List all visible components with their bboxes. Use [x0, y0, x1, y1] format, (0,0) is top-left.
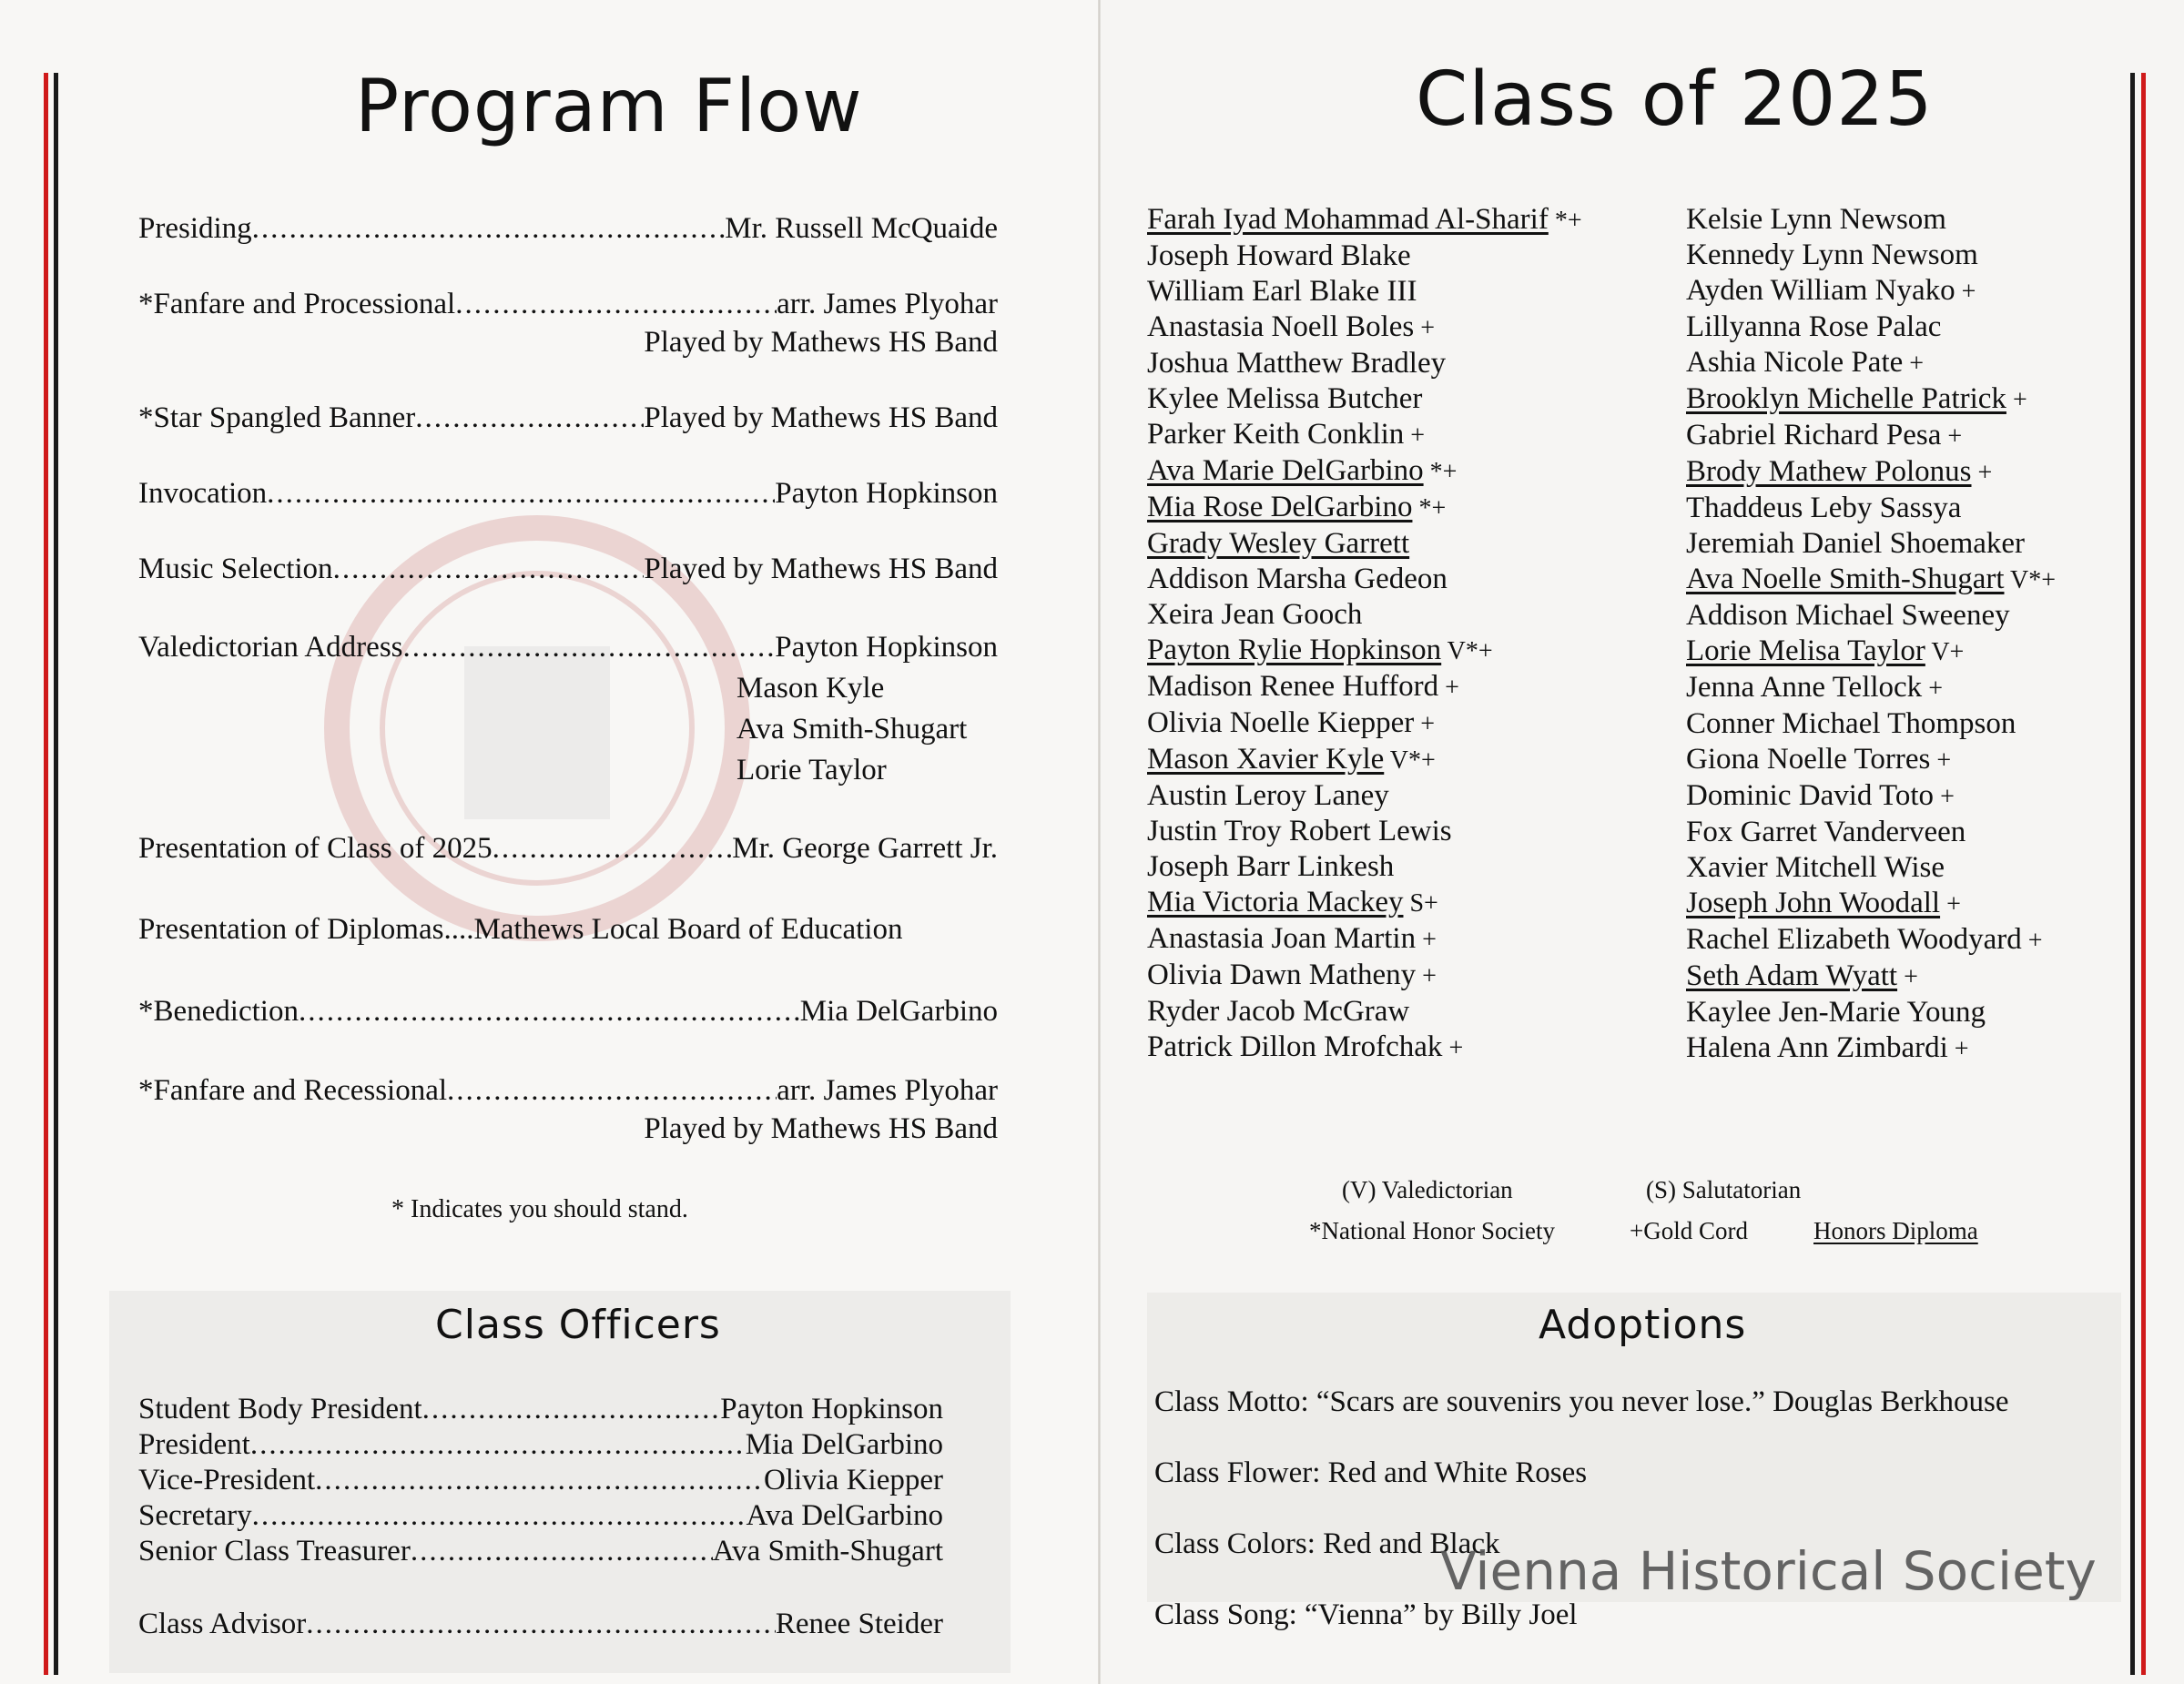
honor-marks: *+: [1423, 458, 1458, 486]
graduate-name: [1147, 417, 1582, 453]
leader-dots: [267, 477, 775, 511]
honor-marks: +: [2006, 386, 2027, 414]
legend-valedictorian: (V) Valedictorian: [1342, 1176, 1513, 1203]
leader-dots: [299, 995, 800, 1029]
graduate-full-name: Olivia Dawn Matheny: [1147, 959, 1417, 991]
leader-dots: [415, 401, 644, 435]
program-flow-subline: Played by Mathews HS Band: [644, 326, 998, 359]
graduate-name: [1147, 346, 1582, 381]
graduate-name: [1147, 742, 1582, 778]
officer-role: President: [138, 1428, 250, 1461]
program-flow-subline: Lorie Taylor: [736, 754, 887, 786]
honor-marks: +: [1940, 890, 1961, 918]
class-flower: Class Flower: Red and White Roses: [1154, 1456, 1588, 1489]
officer-row: [138, 1393, 943, 1426]
leader-dots: [447, 1074, 777, 1108]
program-flow-row: [138, 477, 998, 511]
program-flow-row: [138, 401, 998, 435]
officer-row: [138, 1499, 943, 1533]
program-flow-label: *Fanfare and Recessional: [138, 1074, 448, 1107]
honor-marks: +: [1941, 422, 1963, 451]
honor-marks: +: [1438, 674, 1459, 702]
graduates-column-2: [1686, 202, 2056, 1067]
adoptions-title: Adoptions: [1539, 1302, 1747, 1348]
graduate-full-name: Thaddeus Leby Sassya: [1686, 492, 1962, 524]
graduate-full-name: Addison Michael Sweeney: [1686, 599, 2010, 632]
graduate-full-name: William Earl Blake III: [1147, 275, 1417, 308]
program-flow-label: Presentation of Diplomas....Mathews Local Board of Education: [138, 913, 903, 946]
honor-marks: +: [1416, 962, 1437, 990]
graduate-full-name: Kaylee Jen-Marie Young: [1686, 996, 1986, 1029]
officer-name: Renee Steider: [775, 1608, 943, 1640]
program-flow-row: [138, 995, 998, 1029]
officer-role: Senior Class Treasurer: [138, 1535, 411, 1567]
graduate-name: [1147, 885, 1582, 921]
honor-marks: +: [1414, 710, 1436, 738]
graduate-full-name: Gabriel Richard Pesa: [1686, 419, 1942, 451]
officer-row: [138, 1428, 943, 1462]
graduate-name: [1147, 526, 1582, 562]
honor-marks: S+: [1403, 889, 1438, 918]
program-flow-value: Payton Hopkinson: [775, 477, 998, 510]
honor-marks: +: [1947, 1035, 1969, 1063]
graduate-name: [1686, 418, 2056, 454]
graduate-full-name: Joseph Howard Blake: [1147, 239, 1411, 272]
graduate-name: [1147, 994, 1582, 1030]
class-officers-title: Class Officers: [435, 1302, 721, 1348]
program-flow-value: Mia DelGarbino: [799, 995, 998, 1028]
honor-marks: +: [1934, 783, 1955, 811]
graduate-full-name: Farah Iyad Mohammad Al-Sharif: [1147, 203, 1549, 236]
program-flow-subline: Mason Kyle: [736, 672, 885, 705]
honor-marks: +: [2021, 927, 2043, 955]
honor-marks: +: [1416, 926, 1437, 954]
graduate-full-name: Patrick Dillon Mrofchak: [1147, 1030, 1443, 1063]
program-flow-label: Presentation of Class of 2025: [138, 832, 493, 865]
graduate-full-name: Parker Keith Conklin: [1147, 418, 1405, 451]
honor-marks: +: [1971, 459, 1993, 487]
graduate-name: [1686, 850, 2056, 886]
leader-dots: [252, 1499, 747, 1533]
graduate-name: [1686, 526, 2056, 562]
program-flow-subline: Ava Smith-Shugart: [736, 713, 968, 746]
legend-gold-cord: +Gold Cord: [1630, 1217, 1748, 1244]
graduate-full-name: Jeremiah Daniel Shoemaker: [1686, 527, 2026, 560]
honor-marks: +: [1955, 278, 1976, 306]
graduates-column-1: [1147, 202, 1582, 1066]
program-flow-row: [138, 832, 998, 866]
class-motto: Class Motto: “Scars are souvenirs you never lose.” Douglas Berkhouse: [1154, 1385, 2009, 1418]
graduate-full-name: Austin Leroy Laney: [1147, 779, 1389, 812]
graduate-name: [1686, 670, 2056, 706]
graduate-name: [1686, 886, 2056, 922]
class-colors: Class Colors: Red and Black: [1154, 1527, 1500, 1560]
program-flow-value: Mr. George Garrett Jr.: [732, 832, 998, 865]
graduate-name: [1147, 958, 1582, 994]
officer-name: Olivia Kiepper: [763, 1464, 943, 1496]
graduate-name: [1147, 274, 1582, 309]
right-red-stripe: [2141, 73, 2146, 1675]
graduate-full-name: Xeira Jean Gooch: [1147, 598, 1363, 631]
graduate-name: [1147, 238, 1582, 274]
graduate-full-name: Ayden William Nyako: [1686, 274, 1955, 307]
legend-honors-diploma: Honors Diploma: [1813, 1217, 1978, 1244]
honor-marks: V*+: [1441, 637, 1493, 665]
left-red-stripe: [44, 73, 48, 1675]
officer-name: Payton Hopkinson: [720, 1393, 943, 1425]
graduate-full-name: Ryder Jacob McGraw: [1147, 995, 1410, 1028]
graduate-name: [1686, 381, 2056, 418]
graduate-name: [1686, 778, 2056, 815]
graduate-name: [1147, 562, 1582, 597]
graduate-name: [1147, 814, 1582, 849]
graduate-full-name: Joseph John Woodall: [1686, 887, 1941, 919]
graduate-name: [1147, 778, 1582, 814]
graduate-name: [1147, 597, 1582, 633]
program-flow-label: Music Selection: [138, 553, 333, 585]
program-flow-value: Played by Mathews HS Band: [644, 553, 998, 585]
program-flow-row: [138, 1074, 998, 1108]
graduate-name: [1686, 345, 2056, 381]
graduate-full-name: Halena Ann Zimbardi: [1686, 1031, 1948, 1064]
graduate-name: [1686, 815, 2056, 850]
graduate-name: [1147, 453, 1582, 490]
graduate-name: [1686, 598, 2056, 634]
graduate-name: [1147, 921, 1582, 958]
graduate-name: [1147, 849, 1582, 885]
graduate-full-name: Madison Renee Hufford: [1147, 670, 1439, 703]
honor-marks: +: [1897, 963, 1918, 991]
graduate-full-name: Dominic David Toto: [1686, 779, 1935, 812]
program-flow-subline: Played by Mathews HS Band: [644, 1112, 998, 1145]
graduate-name: [1686, 309, 2056, 345]
graduate-name: [1686, 995, 2056, 1030]
graduate-full-name: Ava Noelle Smith-Shugart: [1686, 563, 2005, 595]
graduate-name: [1147, 705, 1582, 742]
graduate-full-name: Ava Marie DelGarbino: [1147, 454, 1424, 487]
graduate-full-name: Joshua Matthew Bradley: [1147, 347, 1447, 380]
officer-role: Vice-President: [138, 1464, 316, 1496]
graduate-name: [1686, 1030, 2056, 1067]
officer-row: [138, 1608, 943, 1641]
watermark: Vienna Historical Society: [1440, 1540, 2097, 1602]
honor-marks: +: [1922, 675, 1943, 703]
graduate-full-name: Seth Adam Wyatt: [1686, 959, 1898, 992]
program-flow-row: [138, 913, 998, 947]
legend-nhs: *National Honor Society: [1309, 1217, 1555, 1244]
graduate-name: [1686, 491, 2056, 526]
graduate-name: [1147, 633, 1582, 669]
program-flow-label: Presiding: [138, 212, 252, 245]
officer-name: Mia DelGarbino: [745, 1428, 943, 1461]
graduate-name: [1686, 454, 2056, 491]
honor-marks: +: [1442, 1034, 1464, 1062]
graduate-full-name: Lorie Melisa Taylor: [1686, 634, 1925, 667]
program-flow-row: [138, 212, 998, 246]
legend-salutatorian: (S) Salutatorian: [1646, 1176, 1802, 1203]
graduate-full-name: Mia Victoria Mackey: [1147, 886, 1404, 918]
graduate-full-name: Justin Troy Robert Lewis: [1147, 815, 1452, 847]
graduate-name: [1686, 706, 2056, 742]
graduate-full-name: Addison Marsha Gedeon: [1147, 563, 1448, 595]
graduate-full-name: Kylee Melissa Butcher: [1147, 382, 1423, 415]
graduate-full-name: Mason Xavier Kyle: [1147, 743, 1385, 776]
class-of-2025-title: Class of 2025: [1416, 56, 1934, 143]
honor-marks: *+: [1412, 494, 1447, 522]
graduate-name: [1686, 202, 2056, 238]
graduate-name: [1686, 959, 2056, 995]
program-flow-label: *Benediction: [138, 995, 299, 1028]
leader-dots: [493, 832, 733, 866]
graduate-full-name: Anastasia Joan Martin: [1147, 922, 1417, 955]
leader-dots: [252, 212, 726, 246]
graduate-name: [1147, 202, 1582, 238]
program-flow-row: [138, 553, 998, 586]
program-flow-value: Mr. Russell McQuaide: [725, 212, 998, 245]
honor-marks: +: [1404, 421, 1426, 450]
graduate-full-name: Joseph Barr Linkesh: [1147, 850, 1395, 883]
program-flow-row: [138, 631, 998, 664]
graduate-full-name: Ashia Nicole Pate: [1686, 346, 1904, 379]
graduate-name: [1147, 490, 1582, 526]
program-flow-title: Program Flow: [355, 64, 863, 148]
honor-marks: +: [1930, 746, 1952, 775]
graduate-name: [1686, 922, 2056, 959]
officer-role: Class Advisor: [138, 1608, 307, 1640]
leader-dots: [333, 553, 645, 586]
graduate-name: [1686, 562, 2056, 598]
graduate-full-name: Kennedy Lynn Newsom: [1686, 238, 1978, 271]
leader-dots: [306, 1608, 776, 1641]
honor-marks: *+: [1548, 207, 1582, 235]
honor-marks: V+: [1925, 638, 1965, 666]
graduate-full-name: Xavier Mitchell Wise: [1686, 851, 1945, 884]
graduate-full-name: Brooklyn Michelle Patrick: [1686, 382, 2006, 415]
program-flow-value: Payton Hopkinson: [775, 631, 998, 664]
officer-row: [138, 1535, 943, 1568]
graduate-name: [1686, 238, 2056, 273]
honor-marks: V*+: [1384, 746, 1436, 775]
graduate-full-name: Lillyanna Rose Palac: [1686, 310, 1942, 343]
graduate-name: [1147, 669, 1582, 705]
leader-dots: [422, 1393, 721, 1426]
program-flow-label: *Fanfare and Processional: [138, 288, 456, 320]
officer-name: Ava Smith-Shugart: [712, 1535, 943, 1567]
program-flow-value: Played by Mathews HS Band: [644, 401, 998, 434]
graduate-name: [1686, 742, 2056, 778]
honor-marks: +: [1903, 350, 1925, 378]
officer-name: Ava DelGarbino: [746, 1499, 943, 1532]
right-black-stripe: [2130, 73, 2135, 1675]
honor-marks: +: [1414, 314, 1436, 342]
leader-dots: [250, 1428, 746, 1462]
left-black-stripe: [54, 73, 58, 1675]
program-flow-label: *Star Spangled Banner: [138, 401, 416, 434]
graduate-full-name: Rachel Elizabeth Woodyard: [1686, 923, 2022, 956]
class-song: Class Song: “Vienna” by Billy Joel: [1154, 1598, 1578, 1631]
officer-role: Student Body President: [138, 1393, 422, 1425]
graduate-full-name: Fox Garret Vanderveen: [1686, 816, 1966, 848]
program-flow-label: Invocation: [138, 477, 268, 510]
graduate-full-name: Payton Rylie Hopkinson: [1147, 634, 1442, 666]
graduate-name: [1686, 634, 2056, 670]
leader-dots: [403, 631, 776, 664]
officer-role: Secretary: [138, 1499, 252, 1532]
leader-dots: [411, 1535, 713, 1568]
officer-row: [138, 1464, 943, 1497]
program-flow-value: arr. James Plyohar: [777, 1074, 998, 1107]
graduate-full-name: Mia Rose DelGarbino: [1147, 491, 1413, 523]
graduate-name: [1147, 381, 1582, 417]
graduate-name: [1686, 273, 2056, 309]
graduate-full-name: Olivia Noelle Kiepper: [1147, 706, 1415, 739]
graduate-full-name: Grady Wesley Garrett: [1147, 527, 1410, 560]
graduate-name: [1147, 1030, 1582, 1066]
program-flow-label: Valedictorian Address: [138, 631, 403, 664]
graduate-full-name: Giona Noelle Torres: [1686, 743, 1931, 776]
page-fold: [1098, 0, 1101, 1684]
graduate-full-name: Brody Mathew Polonus: [1686, 455, 1972, 488]
leader-dots: [315, 1464, 764, 1497]
honor-marks: V*+: [2004, 566, 2057, 594]
stand-note: * Indicates you should stand.: [391, 1195, 688, 1223]
graduate-full-name: Jenna Anne Tellock: [1686, 671, 1923, 704]
program-flow-row: [138, 288, 998, 321]
program-flow-value: arr. James Plyohar: [777, 288, 998, 320]
graduate-full-name: Conner Michael Thompson: [1686, 707, 2016, 740]
leader-dots: [455, 288, 777, 321]
graduate-full-name: Kelsie Lynn Newsom: [1686, 203, 1946, 236]
graduate-full-name: Anastasia Noell Boles: [1147, 310, 1415, 343]
graduate-name: [1147, 309, 1582, 346]
